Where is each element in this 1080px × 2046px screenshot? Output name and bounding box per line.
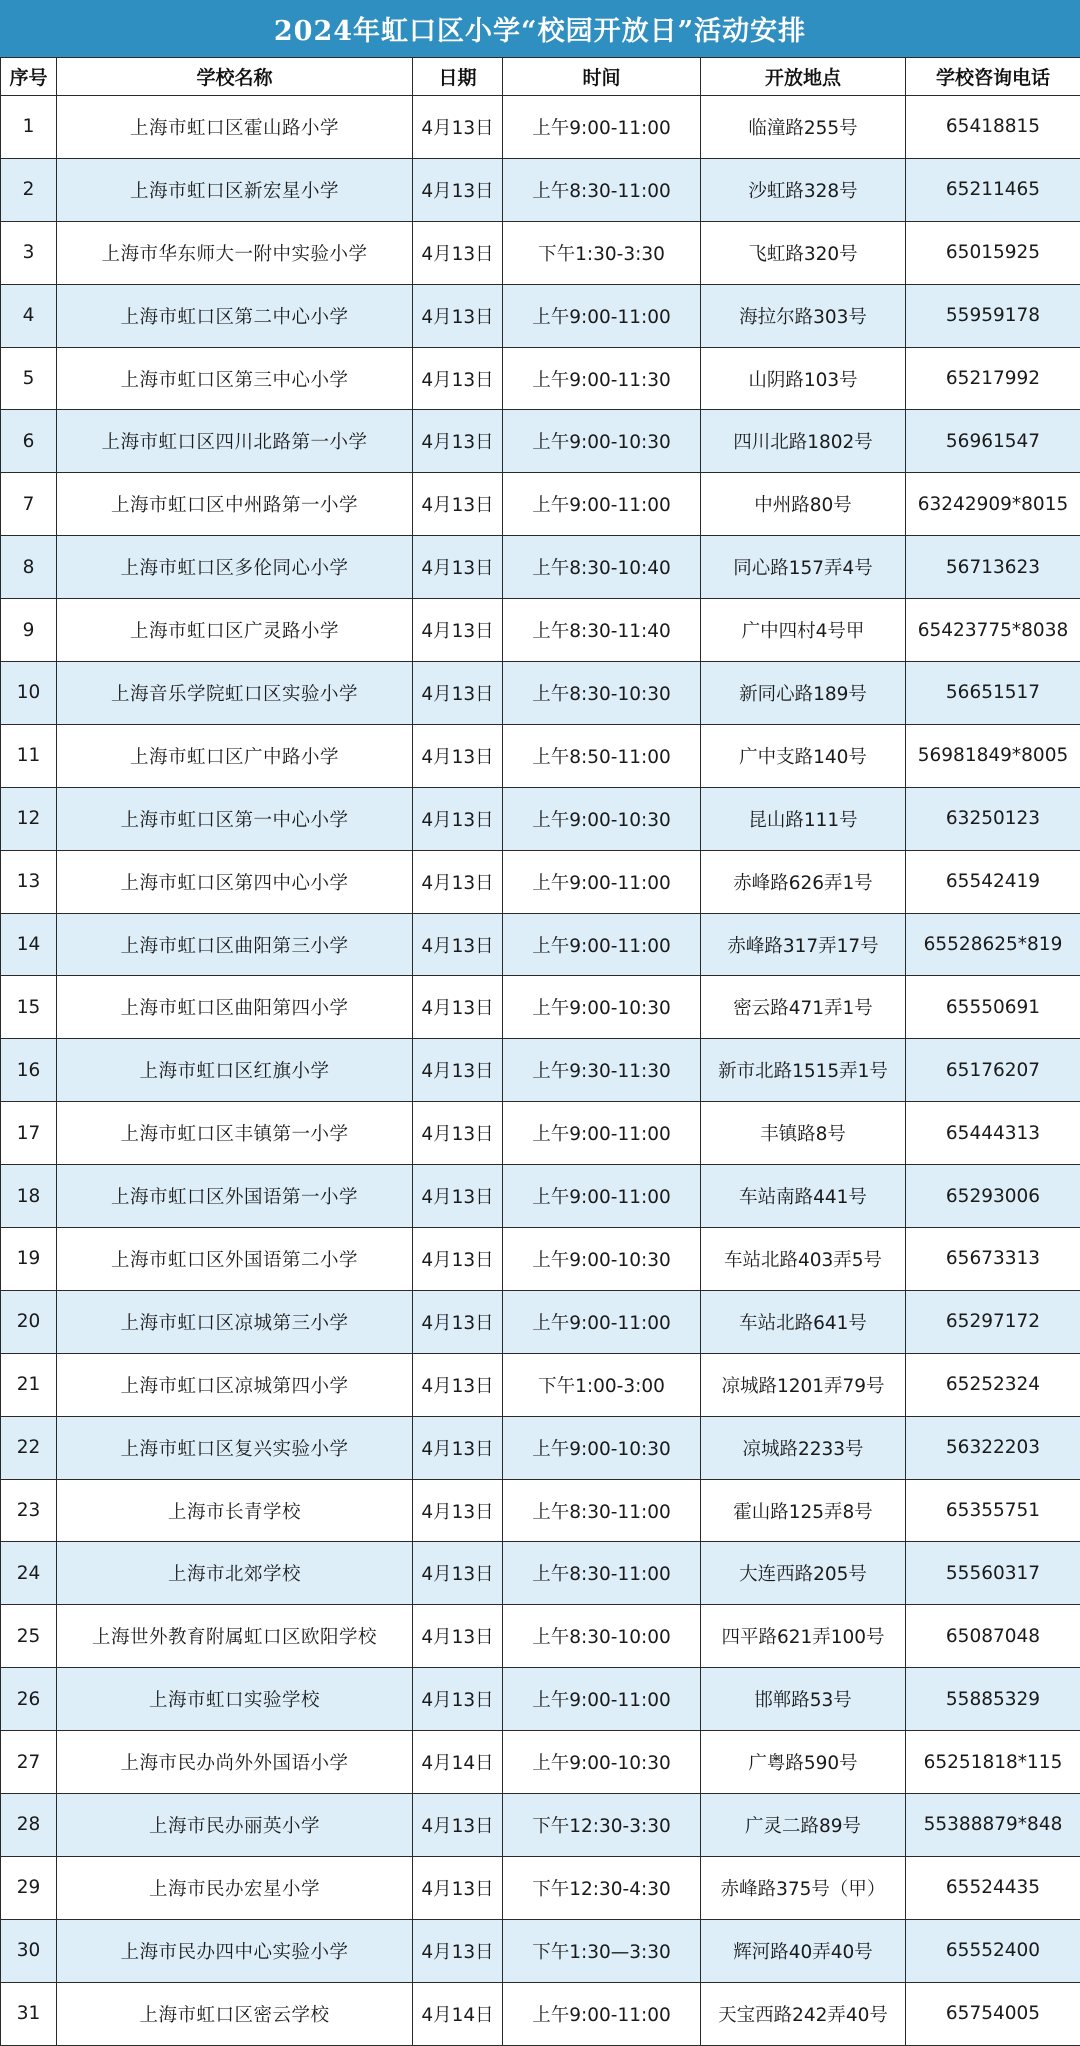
cell-school-name: 上海市虹口区曲阳第四小学: [57, 976, 413, 1039]
cell-no: 21: [1, 1353, 57, 1416]
table-row: [1, 1856, 1080, 1919]
cell-time: 上午8:30-11:00: [503, 158, 701, 221]
cell-no: 24: [1, 1542, 57, 1605]
cell-school-name: 上海市虹口区复兴实验小学: [57, 1416, 413, 1479]
cell-phone: 65355751: [906, 1479, 1080, 1542]
cell-place: 临潼路255号: [701, 96, 906, 159]
cell-date: 4月13日: [413, 536, 503, 599]
cell-time: 上午9:00-11:00: [503, 1290, 701, 1353]
cell-place: 新市北路1515弄1号: [701, 1039, 906, 1102]
table-row: [1, 976, 1080, 1039]
cell-place: 沙虹路328号: [701, 158, 906, 221]
cell-phone: 65444313: [906, 1102, 1080, 1165]
schedule-table: [0, 57, 1080, 2046]
cell-phone: 65297172: [906, 1290, 1080, 1353]
cell-phone: 65524435: [906, 1856, 1080, 1919]
cell-school-name: 上海市虹口区外国语第一小学: [57, 1165, 413, 1228]
table-row: [1, 347, 1080, 410]
cell-place: 大连西路205号: [701, 1542, 906, 1605]
cell-school-name: 上海市民办尚外外国语小学: [57, 1731, 413, 1794]
cell-date: 4月13日: [413, 1039, 503, 1102]
cell-school-name: 上海市虹口区多伦同心小学: [57, 536, 413, 599]
cell-no: 28: [1, 1794, 57, 1857]
cell-date: 4月13日: [413, 1165, 503, 1228]
table-row: [1, 1416, 1080, 1479]
cell-no: 15: [1, 976, 57, 1039]
cell-no: 25: [1, 1605, 57, 1668]
cell-time: 上午8:30-11:00: [503, 1542, 701, 1605]
cell-time: 上午9:00-11:00: [503, 284, 701, 347]
cell-date: 4月13日: [413, 1290, 503, 1353]
cell-school-name: 上海市虹口区红旗小学: [57, 1039, 413, 1102]
cell-school-name: 上海市虹口区第二中心小学: [57, 284, 413, 347]
cell-date: 4月13日: [413, 976, 503, 1039]
table-row: [1, 1353, 1080, 1416]
cell-place: 新同心路189号: [701, 662, 906, 725]
cell-phone: 55885329: [906, 1668, 1080, 1731]
cell-phone: 65754005: [906, 1982, 1080, 2045]
cell-date: 4月13日: [413, 724, 503, 787]
cell-phone: 65542419: [906, 850, 1080, 913]
cell-no: 29: [1, 1856, 57, 1919]
cell-school-name: 上海市虹口实验学校: [57, 1668, 413, 1731]
cell-place: 邯郸路53号: [701, 1668, 906, 1731]
cell-no: 10: [1, 662, 57, 725]
cell-no: 16: [1, 1039, 57, 1102]
cell-school-name: 上海市民办丽英小学: [57, 1794, 413, 1857]
cell-place: 四川北路1802号: [701, 410, 906, 473]
page-title: 2024年虹口区小学“校园开放日”活动安排: [0, 0, 1080, 57]
cell-place: 赤峰路626弄1号: [701, 850, 906, 913]
cell-no: 4: [1, 284, 57, 347]
table-row: [1, 913, 1080, 976]
cell-place: 车站北路403弄5号: [701, 1228, 906, 1291]
cell-place: 密云路471弄1号: [701, 976, 906, 1039]
cell-place: 霍山路125弄8号: [701, 1479, 906, 1542]
table-row: [1, 1794, 1080, 1857]
cell-place: 山阴路103号: [701, 347, 906, 410]
cell-phone: 65251818*115: [906, 1731, 1080, 1794]
cell-time: 上午9:00-11:30: [503, 347, 701, 410]
cell-place: 广中四村4号甲: [701, 599, 906, 662]
cell-date: 4月13日: [413, 662, 503, 725]
cell-phone: 63250123: [906, 787, 1080, 850]
cell-time: 上午8:30-10:00: [503, 1605, 701, 1668]
cell-school-name: 上海市虹口区丰镇第一小学: [57, 1102, 413, 1165]
table-row: [1, 410, 1080, 473]
cell-date: 4月13日: [413, 1605, 503, 1668]
cell-place: 昆山路111号: [701, 787, 906, 850]
table-row: [1, 850, 1080, 913]
cell-no: 20: [1, 1290, 57, 1353]
cell-date: 4月13日: [413, 850, 503, 913]
cell-phone: 65423775*8038: [906, 599, 1080, 662]
cell-no: 9: [1, 599, 57, 662]
cell-school-name: 上海世外教育附属虹口区欧阳学校: [57, 1605, 413, 1668]
cell-time: 上午9:00-11:00: [503, 1102, 701, 1165]
table-row: [1, 1165, 1080, 1228]
cell-place: 中州路80号: [701, 473, 906, 536]
header-no: 序号: [1, 58, 57, 96]
table-row: [1, 1668, 1080, 1731]
cell-no: 31: [1, 1982, 57, 2045]
cell-no: 8: [1, 536, 57, 599]
cell-no: 3: [1, 221, 57, 284]
cell-place: 飞虹路320号: [701, 221, 906, 284]
cell-time: 上午9:00-10:30: [503, 1731, 701, 1794]
cell-place: 四平路621弄100号: [701, 1605, 906, 1668]
cell-date: 4月13日: [413, 221, 503, 284]
cell-time: 上午9:00-11:00: [503, 1165, 701, 1228]
cell-date: 4月13日: [413, 158, 503, 221]
table-row: [1, 1102, 1080, 1165]
cell-school-name: 上海市虹口区广灵路小学: [57, 599, 413, 662]
cell-place: 车站南路441号: [701, 1165, 906, 1228]
cell-phone: 65211465: [906, 158, 1080, 221]
cell-phone: 65087048: [906, 1605, 1080, 1668]
table-row: [1, 1605, 1080, 1668]
cell-no: 22: [1, 1416, 57, 1479]
cell-phone: 65552400: [906, 1919, 1080, 1982]
cell-phone: 55560317: [906, 1542, 1080, 1605]
cell-date: 4月13日: [413, 1919, 503, 1982]
cell-time: 上午9:00-10:30: [503, 976, 701, 1039]
cell-school-name: 上海市虹口区四川北路第一小学: [57, 410, 413, 473]
cell-phone: 65673313: [906, 1228, 1080, 1291]
cell-place: 赤峰路317弄17号: [701, 913, 906, 976]
cell-time: 上午9:00-10:30: [503, 787, 701, 850]
cell-date: 4月13日: [413, 96, 503, 159]
table-row: [1, 1039, 1080, 1102]
cell-time: 下午12:30-3:30: [503, 1794, 701, 1857]
cell-place: 凉城路1201弄79号: [701, 1353, 906, 1416]
cell-no: 5: [1, 347, 57, 410]
cell-time: 上午9:00-11:00: [503, 1982, 701, 2045]
table-row: [1, 1731, 1080, 1794]
cell-no: 18: [1, 1165, 57, 1228]
table-row: [1, 1228, 1080, 1291]
cell-no: 30: [1, 1919, 57, 1982]
header-date: 日期: [413, 58, 503, 96]
header-phone: 学校咨询电话: [906, 58, 1080, 96]
cell-phone: 65418815: [906, 96, 1080, 159]
cell-date: 4月13日: [413, 913, 503, 976]
cell-school-name: 上海市虹口区凉城第四小学: [57, 1353, 413, 1416]
cell-time: 上午9:00-11:00: [503, 1668, 701, 1731]
table-row: [1, 724, 1080, 787]
cell-phone: 65550691: [906, 976, 1080, 1039]
table-row: [1, 158, 1080, 221]
table-row: [1, 1919, 1080, 1982]
table-row: [1, 221, 1080, 284]
cell-place: 丰镇路8号: [701, 1102, 906, 1165]
cell-place: 天宝西路242弄40号: [701, 1982, 906, 2045]
table-body: [1, 96, 1080, 2046]
cell-no: 13: [1, 850, 57, 913]
cell-phone: 65015925: [906, 221, 1080, 284]
header-time: 时间: [503, 58, 701, 96]
cell-no: 1: [1, 96, 57, 159]
cell-time: 上午9:00-11:00: [503, 913, 701, 976]
cell-date: 4月13日: [413, 1794, 503, 1857]
cell-phone: 56322203: [906, 1416, 1080, 1479]
table-row: [1, 1982, 1080, 2045]
cell-phone: 65176207: [906, 1039, 1080, 1102]
table-row: [1, 96, 1080, 159]
cell-date: 4月13日: [413, 1542, 503, 1605]
cell-school-name: 上海市虹口区第一中心小学: [57, 787, 413, 850]
cell-school-name: 上海音乐学院虹口区实验小学: [57, 662, 413, 725]
cell-date: 4月13日: [413, 347, 503, 410]
cell-date: 4月13日: [413, 1416, 503, 1479]
cell-phone: 55388879*848: [906, 1794, 1080, 1857]
table-row: [1, 1542, 1080, 1605]
cell-phone: 65217992: [906, 347, 1080, 410]
cell-time: 上午9:00-10:30: [503, 1416, 701, 1479]
cell-school-name: 上海市虹口区第三中心小学: [57, 347, 413, 410]
cell-date: 4月13日: [413, 1228, 503, 1291]
cell-phone: 56981849*8005: [906, 724, 1080, 787]
cell-school-name: 上海市北郊学校: [57, 1542, 413, 1605]
cell-date: 4月14日: [413, 1731, 503, 1794]
cell-school-name: 上海市虹口区曲阳第三小学: [57, 913, 413, 976]
cell-no: 26: [1, 1668, 57, 1731]
cell-place: 凉城路2233号: [701, 1416, 906, 1479]
cell-place: 广中支路140号: [701, 724, 906, 787]
table-row: [1, 473, 1080, 536]
table-row: [1, 599, 1080, 662]
cell-no: 17: [1, 1102, 57, 1165]
table-row: [1, 662, 1080, 725]
cell-date: 4月13日: [413, 284, 503, 347]
cell-no: 11: [1, 724, 57, 787]
cell-date: 4月13日: [413, 473, 503, 536]
cell-time: 下午1:00-3:00: [503, 1353, 701, 1416]
cell-no: 7: [1, 473, 57, 536]
cell-no: 27: [1, 1731, 57, 1794]
cell-school-name: 上海市华东师大一附中实验小学: [57, 221, 413, 284]
cell-time: 上午8:30-10:40: [503, 536, 701, 599]
cell-school-name: 上海市虹口区外国语第二小学: [57, 1228, 413, 1291]
cell-place: 广粤路590号: [701, 1731, 906, 1794]
cell-no: 14: [1, 913, 57, 976]
cell-school-name: 上海市虹口区第四中心小学: [57, 850, 413, 913]
table-row: [1, 787, 1080, 850]
cell-no: 2: [1, 158, 57, 221]
header-place: 开放地点: [701, 58, 906, 96]
cell-date: 4月13日: [413, 1353, 503, 1416]
cell-school-name: 上海市虹口区密云学校: [57, 1982, 413, 2045]
cell-phone: 56651517: [906, 662, 1080, 725]
cell-school-name: 上海市民办四中心实验小学: [57, 1919, 413, 1982]
cell-date: 4月13日: [413, 787, 503, 850]
table-header: [1, 58, 1080, 96]
cell-date: 4月13日: [413, 410, 503, 473]
header-row: [1, 58, 1080, 96]
cell-school-name: 上海市虹口区霍山路小学: [57, 96, 413, 159]
header-name: 学校名称: [57, 58, 413, 96]
cell-time: 上午8:30-11:40: [503, 599, 701, 662]
cell-time: 上午9:00-10:30: [503, 410, 701, 473]
cell-place: 广灵二路89号: [701, 1794, 906, 1857]
table-row: [1, 284, 1080, 347]
cell-time: 上午9:00-10:30: [503, 1228, 701, 1291]
cell-school-name: 上海市虹口区凉城第三小学: [57, 1290, 413, 1353]
cell-school-name: 上海市民办宏星小学: [57, 1856, 413, 1919]
table-row: [1, 536, 1080, 599]
cell-place: 辉河路40弄40号: [701, 1919, 906, 1982]
table-row: [1, 1479, 1080, 1542]
cell-time: 上午8:30-10:30: [503, 662, 701, 725]
cell-phone: 65252324: [906, 1353, 1080, 1416]
cell-date: 4月13日: [413, 1668, 503, 1731]
cell-school-name: 上海市虹口区中州路第一小学: [57, 473, 413, 536]
cell-date: 4月13日: [413, 599, 503, 662]
table-row: [1, 1290, 1080, 1353]
cell-time: 下午1:30-3:30: [503, 221, 701, 284]
cell-no: 6: [1, 410, 57, 473]
cell-school-name: 上海市虹口区新宏星小学: [57, 158, 413, 221]
cell-no: 23: [1, 1479, 57, 1542]
cell-date: 4月14日: [413, 1982, 503, 2045]
cell-time: 上午9:30-11:30: [503, 1039, 701, 1102]
cell-time: 上午9:00-11:00: [503, 96, 701, 159]
cell-phone: 63242909*8015: [906, 473, 1080, 536]
cell-place: 同心路157弄4号: [701, 536, 906, 599]
cell-phone: 56961547: [906, 410, 1080, 473]
cell-no: 12: [1, 787, 57, 850]
cell-date: 4月13日: [413, 1102, 503, 1165]
cell-phone: 65528625*819: [906, 913, 1080, 976]
cell-place: 车站北路641号: [701, 1290, 906, 1353]
cell-time: 上午8:30-11:00: [503, 1479, 701, 1542]
cell-no: 19: [1, 1228, 57, 1291]
cell-date: 4月13日: [413, 1479, 503, 1542]
cell-place: 赤峰路375号（甲）: [701, 1856, 906, 1919]
cell-school-name: 上海市虹口区广中路小学: [57, 724, 413, 787]
cell-time: 上午9:00-11:00: [503, 473, 701, 536]
cell-date: 4月13日: [413, 1856, 503, 1919]
cell-time: 下午1:30—3:30: [503, 1919, 701, 1982]
cell-time: 上午9:00-11:00: [503, 850, 701, 913]
cell-time: 下午12:30-4:30: [503, 1856, 701, 1919]
cell-time: 上午8:50-11:00: [503, 724, 701, 787]
cell-phone: 65293006: [906, 1165, 1080, 1228]
cell-phone: 55959178: [906, 284, 1080, 347]
cell-place: 海拉尔路303号: [701, 284, 906, 347]
cell-phone: 56713623: [906, 536, 1080, 599]
cell-school-name: 上海市长青学校: [57, 1479, 413, 1542]
